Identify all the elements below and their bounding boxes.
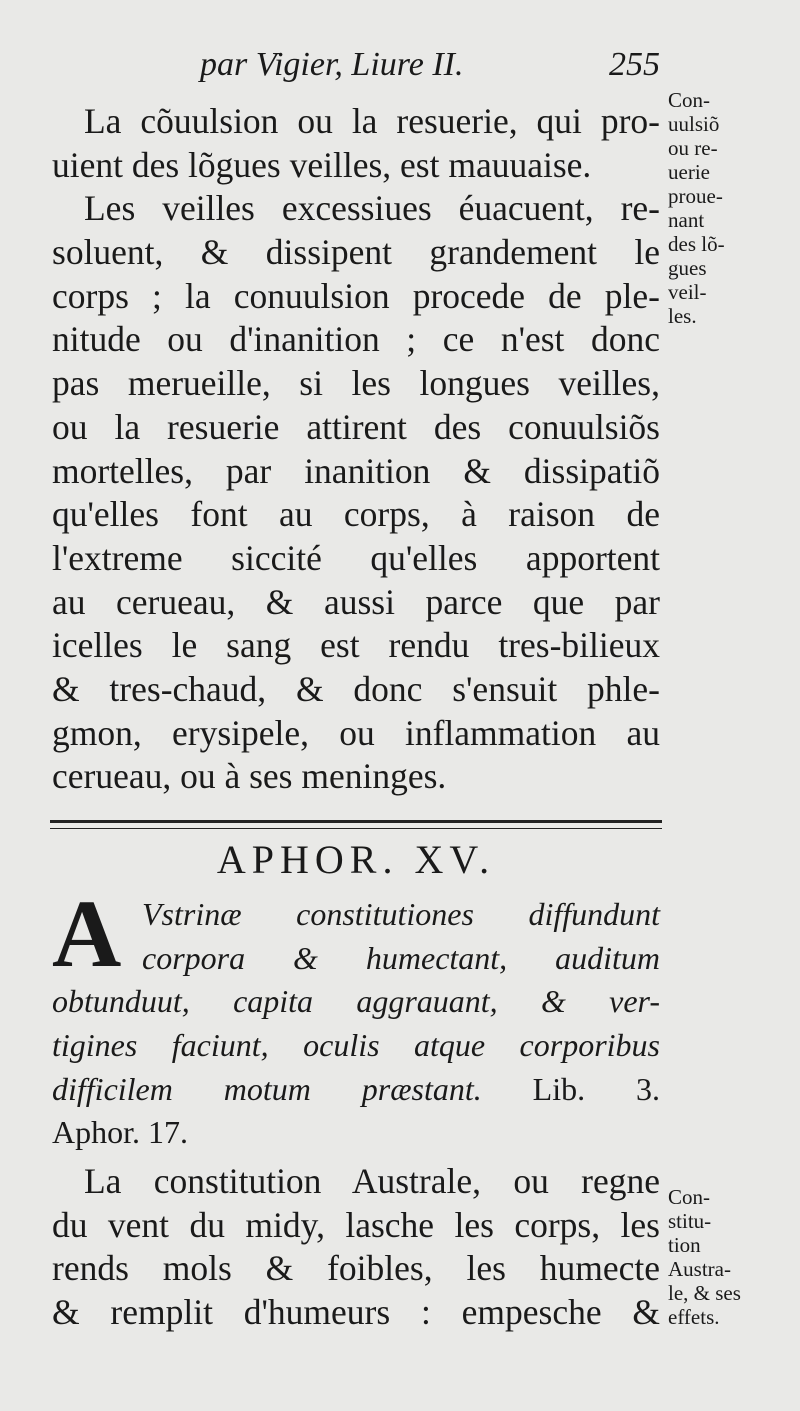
margin-line: stitu-	[668, 1209, 712, 1233]
text-line: soluent, & dissipent grandement le	[52, 232, 660, 273]
text-line: rends mols & foibles, les humecte	[52, 1248, 660, 1289]
margin-line: ou re-	[668, 136, 718, 160]
text-line: corps ; la conuulsion procede de ple-	[52, 275, 660, 316]
margin-line: effets.	[668, 1305, 720, 1329]
reference-tail: Lib. 3.	[532, 1070, 660, 1107]
text-line: & remplit d'humeurs : empesche &	[52, 1292, 660, 1333]
aphorism-title: APHOR. XV.	[216, 837, 496, 882]
reference-line: Aphor. 17.	[52, 1114, 188, 1151]
body-text-top	[52, 100, 660, 799]
margin-line: Austra-	[668, 1257, 731, 1281]
latin-text: difficilem motum præstant.	[52, 1070, 482, 1107]
text-line: Les veilles excessiues éuacuent, re-	[84, 188, 660, 229]
text-line: du vent du midy, lasche les corps, les	[52, 1204, 660, 1245]
margin-line: tion	[668, 1233, 701, 1257]
text-line: nitude ou d'inanition ; ce n'est donc	[52, 319, 660, 360]
latin-line: obtunduut, capita aggrauant, & ver-	[52, 983, 660, 1020]
margin-line: proue-	[668, 184, 723, 208]
text-line: gmon, erysipele, ou inflammation au	[52, 712, 660, 753]
drop-capital: A	[52, 880, 122, 987]
aphorism-latin-text	[52, 880, 660, 1155]
page-number: 255	[609, 46, 660, 83]
running-header	[200, 46, 660, 96]
latin-line: Vstrinæ constitutiones diffundunt	[142, 896, 660, 932]
margin-line: uulsiõ	[668, 112, 720, 136]
section-rule-thick	[50, 820, 662, 823]
latin-line	[52, 1068, 660, 1112]
section-rule-thin	[50, 828, 662, 829]
text-line: qu'elles font au corps, à raison de	[52, 494, 660, 535]
text-line: l'extreme siccité qu'elles apportent	[52, 537, 660, 578]
margin-note-convulsion	[668, 88, 778, 328]
margin-line: uerie	[668, 160, 710, 184]
margin-line: les.	[668, 304, 697, 328]
margin-line: Con-	[668, 1185, 710, 1209]
margin-note-constitution	[668, 1185, 778, 1329]
text-line: & tres-chaud, & donc s'ensuit phle-	[52, 668, 660, 709]
text-line: cerueau, ou à ses meninges.	[52, 756, 447, 797]
text-line: La cõuulsion ou la resuerie, qui pro-	[84, 101, 660, 141]
margin-line: des lõ-	[668, 232, 725, 256]
margin-line: veil-	[668, 280, 707, 304]
latin-line: tigines faciunt, oculis atque corporibus	[52, 1027, 660, 1064]
latin-line: corpora & humectant, auditum	[142, 939, 660, 976]
text-line: uient des lõgues veilles, est mauuaise.	[52, 144, 592, 185]
running-title: par Vigier, Liure II.	[200, 46, 464, 83]
margin-line: gues	[668, 256, 707, 280]
text-line: ou la resuerie attirent des conuulsiõs	[52, 406, 660, 447]
text-line: pas merueille, si les longues veilles,	[52, 363, 660, 404]
margin-line: le, & ses	[668, 1281, 741, 1305]
body-text-bottom	[52, 1160, 660, 1335]
text-line: mortelles, par inanition & dissipatiõ	[52, 450, 660, 491]
text-line: La constitution Australe, ou regne	[84, 1161, 660, 1201]
margin-line: Con-	[668, 88, 710, 112]
text-line: icelles le sang est rendu tres-bilieux	[52, 625, 660, 666]
text-line: au cerueau, & aussi parce que par	[52, 581, 660, 622]
margin-line: nant	[668, 208, 705, 232]
